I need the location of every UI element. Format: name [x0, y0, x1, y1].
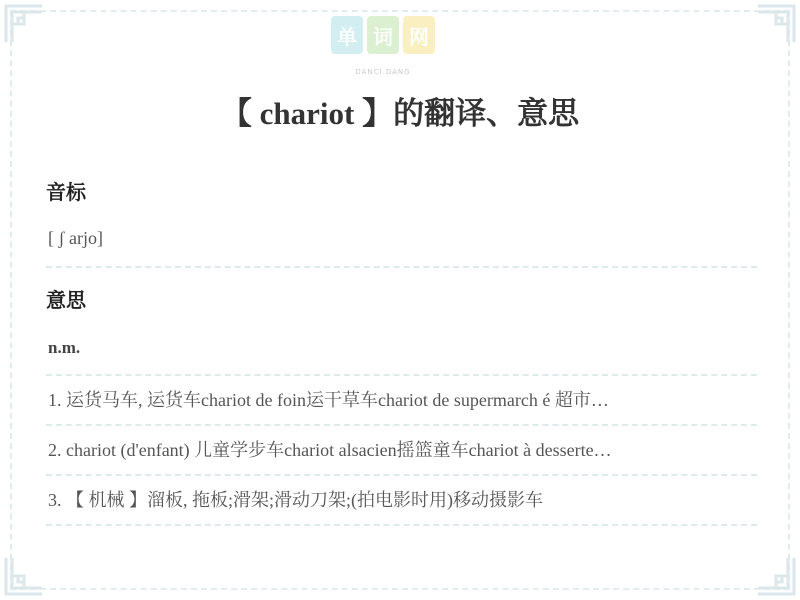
part-of-speech: n.m.	[46, 338, 757, 376]
corner-ornament-icon	[2, 554, 46, 598]
logo-block: 网	[403, 16, 435, 54]
meaning-heading: 意思	[46, 288, 86, 312]
logo-block: 单	[331, 16, 363, 54]
corner-ornament-icon	[2, 2, 46, 46]
logo-block: 词	[367, 16, 399, 54]
page-title: 【 chariot 】的翻译、意思	[220, 96, 580, 131]
definition-item: 1. 运货马车, 运货车chariot de foin运干草车chariot de supermarch é 超市…	[46, 386, 757, 426]
site-logo	[328, 16, 438, 82]
phonetic-value: [ ʃ arjo]	[46, 228, 757, 268]
logo-blocks	[328, 16, 438, 54]
corner-ornament-icon	[754, 554, 798, 598]
logo-subtitle: DANCI.DANG	[355, 68, 411, 76]
phonetic-heading: 音标	[46, 180, 86, 204]
definition-item: 3. 【 机械 】溜板, 拖板;滑架;滑动刀架;(拍电影时用)移动摄影车	[46, 486, 757, 526]
corner-ornament-icon	[754, 2, 798, 46]
definition-item: 2. chariot (d'enfant) 儿童学步车chariot alsacien摇篮童车chariot à desserte…	[46, 436, 757, 476]
